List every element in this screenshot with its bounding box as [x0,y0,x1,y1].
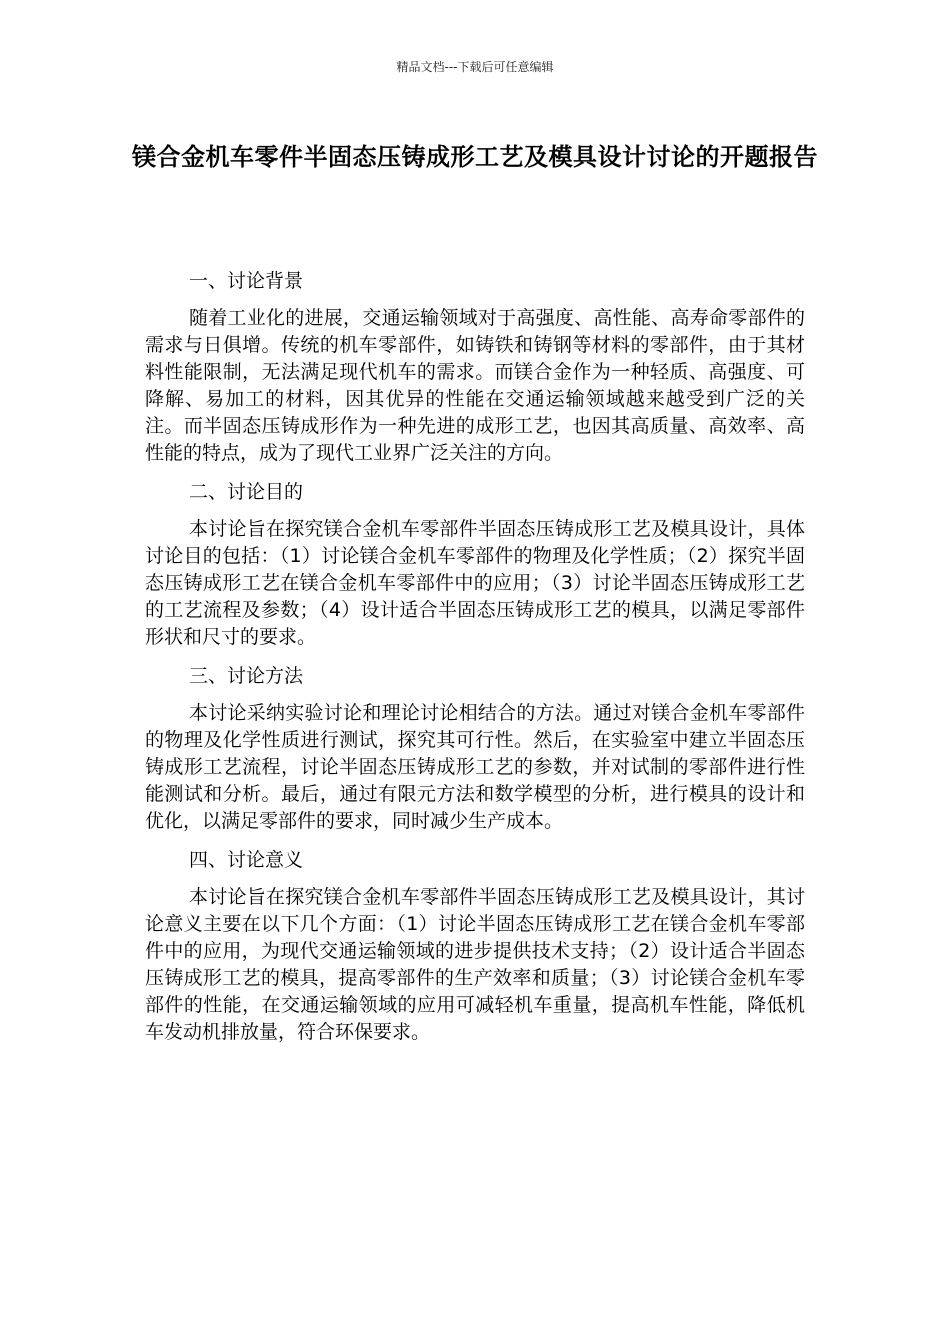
header-note: 精品文档---下载后可任意编辑 [396,60,554,74]
section-heading-method: 三、讨论方法 [189,665,304,687]
section-heading-significance: 四、讨论意义 [189,849,304,871]
section-body-purpose: 本讨论旨在探究镁合金机车零部件半固态压铸成形工艺及模具设计，具体讨论目的包括：（1）讨论镁合金机车零部件的物理及化学性质；（2）探究半固态压铸成形工艺在镁合金机车零部件中的应用；（3）讨论半固态压铸成形工艺的工艺流程及参数；（4）设计适合半固态压铸成形工艺的模具，以满足零部件形状和尺寸的要求。 [145,518,805,648]
section-body-method: 本讨论采纳实验讨论和理论讨论相结合的方法。通过对镁合金机车零部件的物理及化学性质进行测试，探究其可行性。然后，在实验室中建立半固态压铸成形工艺流程，讨论半固态压铸成形工艺的参数，并对试制的零部件进行性能测试和分析。最后，通过有限元方法和数学模型的分析，进行模具的设计和优化，以满足零部件的要求，同时减少生产成本。 [145,702,805,832]
document-content [145,268,805,1058]
section-body-background: 随着工业化的进展，交通运输领域对于高强度、高性能、高寿命零部件的需求与日俱增。传统的机车零部件，如铸铁和铸钢等材料的零部件，由于其材料性能限制，无法满足现代机车的需求。而镁合金作为一种轻质、高强度、可降解、易加工的材料，因其优异的性能在交通运输领域越来越受到广泛的关注。而半固态压铸成形作为一种先进的成形工艺，也因其高质量、高效率、高性能的特点，成为了现代工业界广泛关注的方向。 [145,307,805,464]
section-heading-purpose: 二、讨论目的 [189,481,304,503]
document-title: 镁合金机车零件半固态压铸成形工艺及模具设计讨论的开题报告 [132,143,818,171]
section-body-significance: 本讨论旨在探究镁合金机车零部件半固态压铸成形工艺及模具设计，其讨论意义主要在以下几个方面：（1）讨论半固态压铸成形工艺在镁合金机车零部件中的应用，为现代交通运输领域的进步提供技术支持；（2）设计适合半固态压铸成形工艺的模具，提高零部件的生产效率和质量；（3）讨论镁合金机车零部件的性能，在交通运输领域的应用可减轻机车重量，提高机车性能，降低机车发动机排放量，符合环保要求。 [145,886,805,1043]
section-heading-background: 一、讨论背景 [189,270,304,292]
